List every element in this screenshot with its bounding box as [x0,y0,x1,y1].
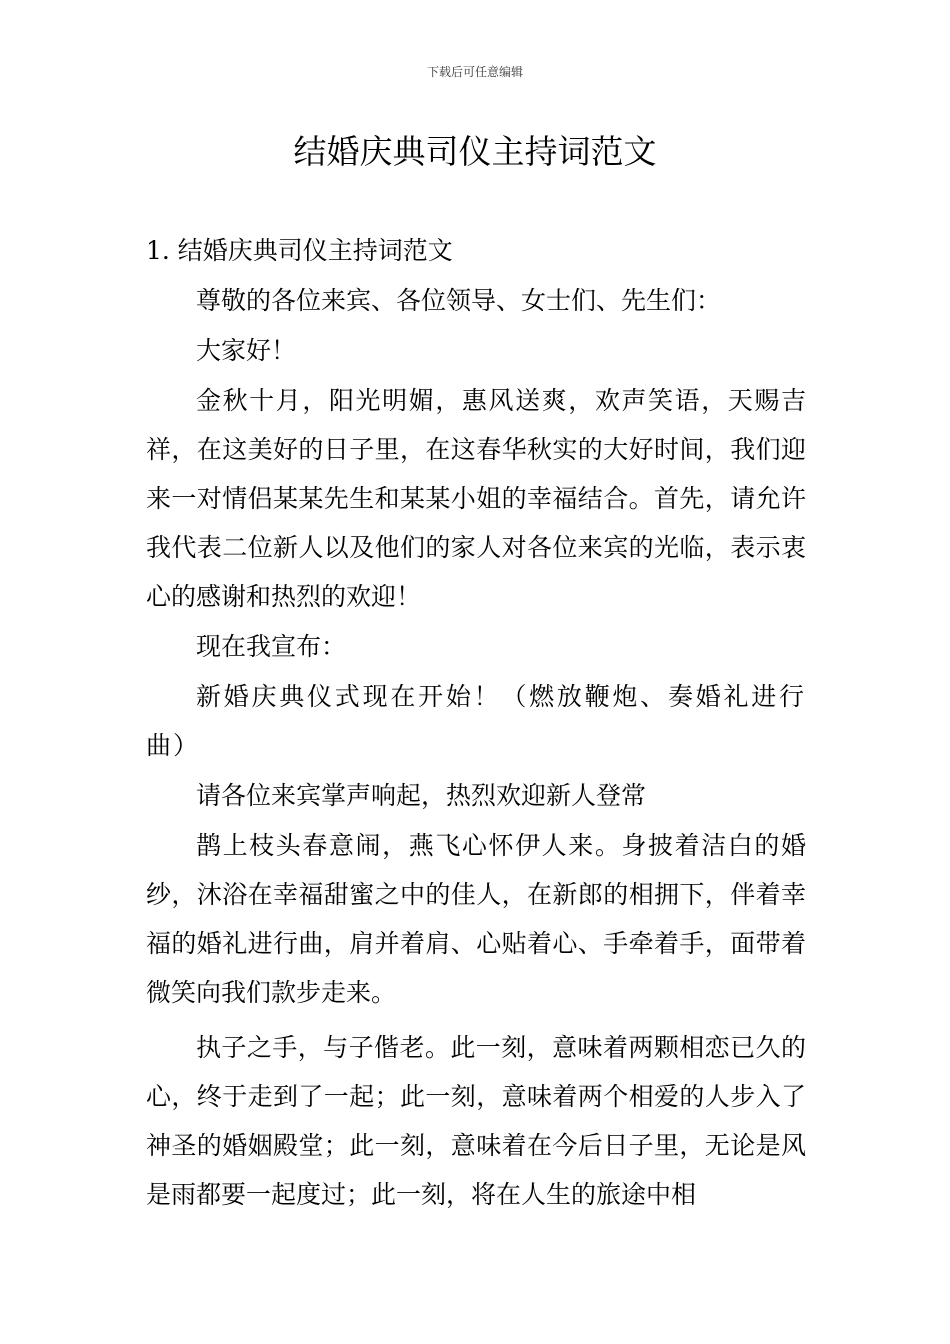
paragraph-ceremony-start: 新婚庆典仪式现在开始！（燃放鞭炮、奏婚礼进行曲） [146,682,806,760]
paragraph-vows: 执子之手，与子偕老。此一刻，意味着两颗相恋已久的心，终于走到了一起；此一刻，意味着两个相爱的人步入了神圣的婚姻殿堂；此一刻，意味着在今后日子里，无论是风是雨都要一起度过；此一刻，将在人生的旅途中相 [146,1033,806,1209]
paragraph-announcement: 现在我宣布： [196,632,347,661]
paragraph-bride-entrance: 鹊上枝头春意闹，燕飞心怀伊人来。身披着洁白的婚纱，沐浴在幸福甜蜜之中的佳人，在新郎的相拥下，伴着幸福的婚礼进行曲，肩并着肩、心贴着心、手牵着手，面带着微笑向我们款步走来。 [146,831,806,1007]
document-body [146,226,806,1220]
page-header-note: 下载后可任意编辑 [426,65,523,79]
paragraph-applause: 请各位来宾掌声响起，热烈欢迎新人登常 [196,781,647,810]
document-title: 结婚庆典司仪主持词范文 [293,132,657,171]
paragraph-salutation: 尊敬的各位来宾、各位领导、女士们、先生们： [196,286,722,315]
paragraph-greeting: 大家好！ [196,336,297,365]
section-heading: 1. 结婚庆典司仪主持词范文 [146,236,453,265]
paragraph-opening: 金秋十月，阳光明媚，惠风送爽，欢声笑语，天赐吉祥，在这美好的日子里，在这春华秋实的大好时间，我们迎来一对情侣某某先生和某某小姐的幸福结合。首先，请允许我代表二位新人以及他们的家人对各位来宾的光临，表示衷心的感谢和热烈的欢迎！ [146,386,806,611]
